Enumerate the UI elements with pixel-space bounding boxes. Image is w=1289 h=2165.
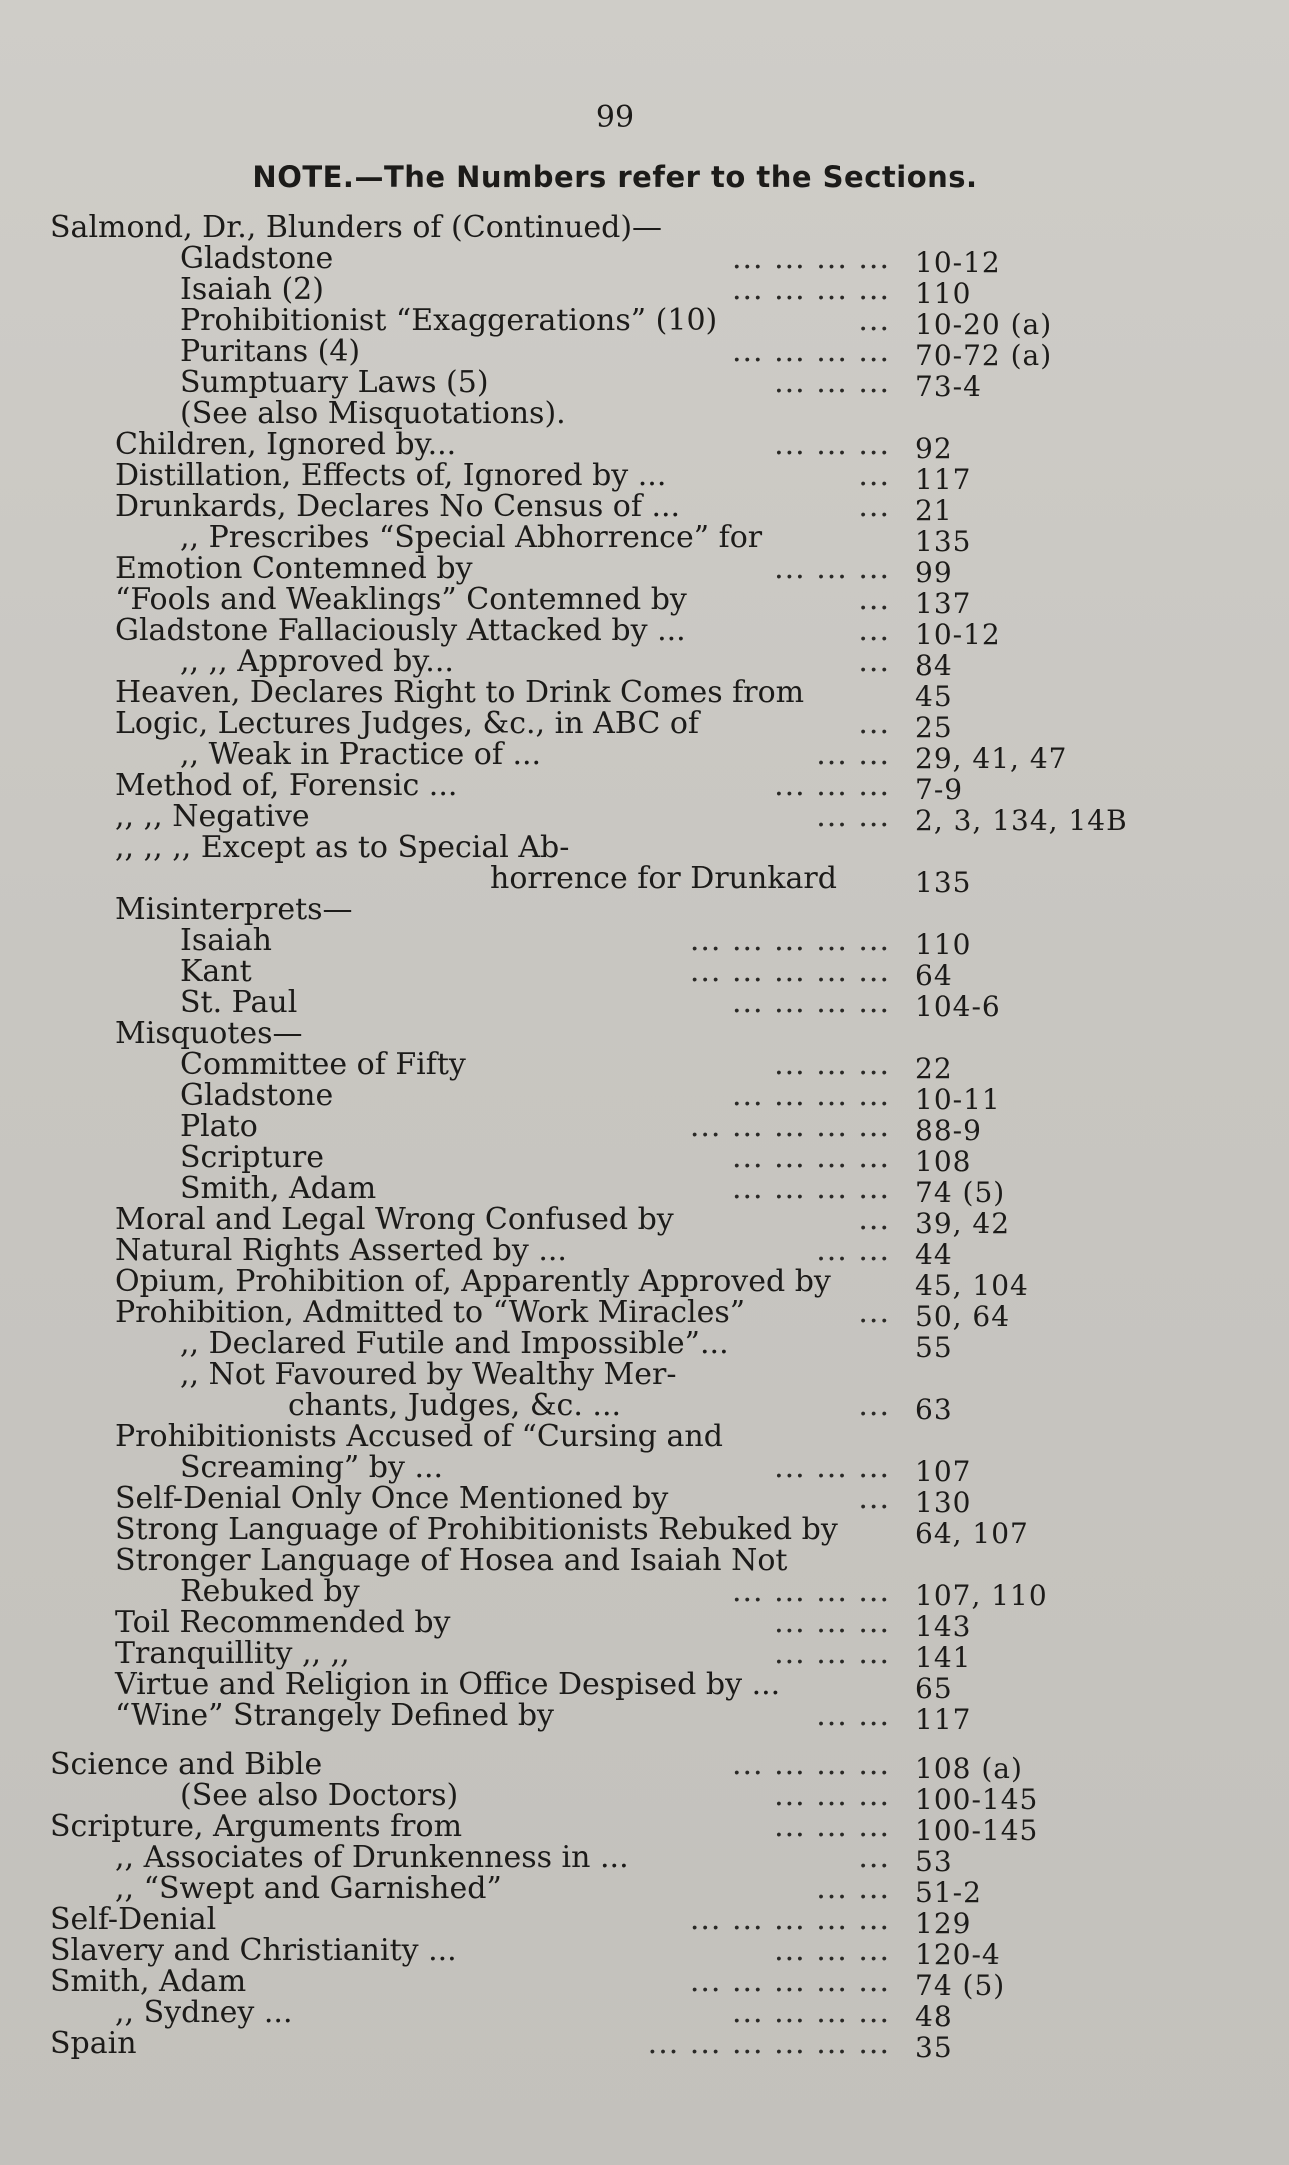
entry-text: Puritans (4)	[180, 334, 361, 369]
index-entry	[0, 1202, 1289, 1240]
leader-dots: ... ... ...	[774, 1638, 890, 1669]
entry-text: Self-Denial	[50, 1902, 217, 1937]
entry-text: Prohibition, Admitted to “Work Miracles”	[115, 1295, 746, 1330]
section-number: 92	[915, 432, 953, 465]
section-number: 10-12	[915, 618, 1001, 651]
index-entry	[0, 894, 1289, 925]
leader-dots: ... ... ... ...	[731, 1576, 890, 1607]
entry-text: Kant	[180, 954, 252, 989]
index-entry	[0, 613, 1289, 651]
index-entry	[0, 923, 1289, 961]
section-number: 44	[915, 1238, 953, 1271]
entry-text: ,, Sydney ...	[115, 1995, 293, 2030]
entry-text: ,, ,, ,, Except as to Special Ab-	[115, 830, 570, 865]
entry-text: Spain	[50, 2026, 137, 2061]
index-entry	[0, 551, 1289, 589]
index-entry	[0, 365, 1289, 403]
section-number: 104-6	[915, 990, 1001, 1023]
section-number: 135	[915, 525, 972, 558]
leader-dots: ...	[858, 1297, 890, 1328]
section-number: 48	[915, 2000, 953, 2033]
leader-dots: ... ... ... ...	[731, 1142, 890, 1173]
leader-dots: ...	[858, 584, 890, 615]
section-number: 107	[915, 1455, 972, 1488]
index-entry	[0, 832, 1289, 863]
section-number: 22	[915, 1052, 953, 1085]
index-entry	[0, 737, 1289, 775]
leader-dots: ... ... ... ...	[731, 987, 890, 1018]
index-entry	[0, 1809, 1289, 1847]
entry-text: Gladstone Fallaciously Attacked by ...	[115, 613, 686, 648]
entry-text: Prohibitionist “Exaggerations” (10)	[180, 303, 718, 338]
leader-dots: ... ... ... ... ...	[689, 1904, 890, 1935]
leader-dots: ... ...	[816, 739, 890, 770]
index-entry	[0, 303, 1289, 341]
index-entry	[0, 1018, 1289, 1049]
index-entry	[0, 1667, 1289, 1705]
index-entry	[0, 1778, 1289, 1816]
section-number: 39, 42	[915, 1207, 1011, 1240]
index-entry	[0, 458, 1289, 496]
leader-dots: ... ... ... ...	[731, 336, 890, 367]
section-number: 64	[915, 959, 953, 992]
index-entry	[0, 1450, 1289, 1488]
leader-dots: ... ... ...	[774, 367, 890, 398]
section-number: 117	[915, 1703, 972, 1736]
entry-text: Natural Rights Asserted by ...	[115, 1233, 567, 1268]
section-number: 141	[915, 1641, 972, 1674]
entry-text: Committee of Fifty	[180, 1047, 466, 1082]
section-number: 35	[915, 2031, 953, 2064]
index-entry	[0, 427, 1289, 465]
index-entry	[0, 520, 1289, 558]
section-number: 50, 64	[915, 1300, 1011, 1333]
leader-dots: ... ... ...	[774, 553, 890, 584]
section-number: 143	[915, 1610, 972, 1643]
entry-text: ,, ,, Negative	[115, 799, 310, 834]
entry-text: ,, Prescribes “Special Abhorrence” for	[180, 520, 763, 555]
index-entry	[0, 1545, 1289, 1576]
entry-text: Emotion Contemned by	[115, 551, 473, 586]
entry-text: Isaiah (2)	[180, 272, 324, 307]
index-entry	[0, 1964, 1289, 2002]
leader-dots: ... ... ...	[774, 1452, 890, 1483]
section-number: 7-9	[915, 773, 964, 806]
section-number: 65	[915, 1672, 953, 1705]
index-entry	[0, 861, 1289, 899]
entry-text: Scripture	[180, 1140, 324, 1175]
section-number: 21	[915, 494, 953, 527]
entry-text: Heaven, Declares Right to Drink Comes from	[115, 675, 805, 710]
entry-text: Gladstone	[180, 241, 334, 276]
entry-text: Strong Language of Prohibitionists Rebuked by	[115, 1512, 838, 1547]
entry-text: Smith, Adam	[50, 1964, 247, 1999]
leader-dots: ... ... ...	[774, 770, 890, 801]
index-entry	[0, 582, 1289, 620]
leader-dots: ... ... ...	[774, 1811, 890, 1842]
entry-text: ,, Not Favoured by Wealthy Mer-	[180, 1357, 677, 1392]
index-entry	[0, 1109, 1289, 1147]
entry-text: Opium, Prohibition of, Apparently Approved by	[115, 1264, 831, 1299]
index-entry	[0, 1636, 1289, 1674]
section-number: 45	[915, 680, 953, 713]
index-entry	[0, 1933, 1289, 1971]
section-number: 120-4	[915, 1938, 1001, 1971]
entry-text: (See also Doctors)	[180, 1778, 459, 1813]
leader-dots: ...	[858, 1483, 890, 1514]
index-entry	[0, 241, 1289, 279]
leader-dots: ... ...	[816, 1873, 890, 1904]
index-entry	[0, 1840, 1289, 1878]
index-entry	[0, 1512, 1289, 1550]
entry-text: Stronger Language of Hosea and Isaiah Not	[115, 1543, 788, 1578]
entry-text: (See also Misquotations).	[180, 396, 566, 431]
entry-text: Rebuked by	[180, 1574, 360, 1609]
leader-dots: ... ... ... ... ...	[689, 956, 890, 987]
index-entry	[0, 398, 1289, 429]
index-entry	[0, 1995, 1289, 2033]
index-entry	[0, 1388, 1289, 1426]
entry-text: Distillation, Effects of, Ignored by ...	[115, 458, 667, 493]
index-entry	[0, 272, 1289, 310]
entry-text: Misquotes—	[115, 1016, 303, 1051]
index-entry	[0, 334, 1289, 372]
section-number: 99	[915, 556, 953, 589]
section-number: 84	[915, 649, 953, 682]
section-number: 64, 107	[915, 1517, 1029, 1550]
entry-text: Sumptuary Laws (5)	[180, 365, 489, 400]
index-entry	[0, 212, 1289, 243]
leader-dots: ... ... ...	[774, 1935, 890, 1966]
entry-text: Self-Denial Only Once Mentioned by	[115, 1481, 669, 1516]
section-number: 108 (a)	[915, 1752, 1023, 1785]
entry-text: ,, “Swept and Garnished”	[115, 1871, 502, 1906]
section-number: 110	[915, 928, 972, 961]
leader-dots: ... ... ... ... ...	[689, 925, 890, 956]
section-number: 70-72 (a)	[915, 339, 1053, 372]
leader-dots: ... ... ... ...	[731, 243, 890, 274]
section-number: 55	[915, 1331, 953, 1364]
entry-text: Virtue and Religion in Office Despised by ...	[115, 1667, 781, 1702]
entry-text: horrence for Drunkard	[490, 861, 837, 896]
entry-text: Isaiah	[180, 923, 272, 958]
index-entry	[0, 2026, 1289, 2064]
entry-text: “Fools and Weaklings” Contemned by	[115, 582, 687, 617]
entry-text: ,, ,, Approved by...	[180, 644, 454, 679]
page-number: 99	[595, 100, 635, 135]
entry-text: ,, Declared Futile and Impossible”...	[180, 1326, 729, 1361]
entry-text: Prohibitionists Accused of “Cursing and	[115, 1419, 723, 1454]
section-number: 2, 3, 134, 14B	[915, 804, 1128, 837]
section-number: 10-12	[915, 246, 1001, 279]
leader-dots: ...	[858, 1842, 890, 1873]
entry-text: chants, Judges, &c. ...	[288, 1388, 622, 1423]
index-entry	[0, 1574, 1289, 1612]
index-entry	[0, 1233, 1289, 1271]
section-number: 129	[915, 1907, 972, 1940]
leader-dots: ...	[858, 460, 890, 491]
leader-dots: ... ... ... ... ...	[689, 1111, 890, 1142]
section-number: 130	[915, 1486, 972, 1519]
section-number: 53	[915, 1845, 953, 1878]
index-entry	[0, 489, 1289, 527]
index-entry	[0, 799, 1289, 837]
leader-dots: ...	[858, 491, 890, 522]
section-number: 73-4	[915, 370, 982, 403]
leader-dots: ... ... ... ...	[731, 274, 890, 305]
index-entry	[0, 1171, 1289, 1209]
entry-text: “Wine” Strangely Defined by	[115, 1698, 554, 1733]
leader-dots: ... ...	[816, 801, 890, 832]
entry-text: Slavery and Christianity ...	[50, 1933, 457, 1968]
entry-text: ,, Weak in Practice of ...	[180, 737, 542, 772]
section-number: 10-11	[915, 1083, 1001, 1116]
leader-dots: ... ... ... ...	[731, 1749, 890, 1780]
index-entry	[0, 1078, 1289, 1116]
section-number: 135	[915, 866, 972, 899]
index-entry	[0, 768, 1289, 806]
entry-text: Children, Ignored by...	[115, 427, 457, 462]
index-entry	[0, 1264, 1289, 1302]
index-entry	[0, 1359, 1289, 1390]
entry-text: Tranquillity ,, ,,	[115, 1636, 350, 1671]
entry-text: Plato	[180, 1109, 258, 1144]
entry-text: Moral and Legal Wrong Confused by	[115, 1202, 674, 1237]
entry-text: Scripture, Arguments from	[50, 1809, 463, 1844]
section-number: 137	[915, 587, 972, 620]
section-number: 10-20 (a)	[915, 308, 1053, 341]
note-heading: NOTE.—The Numbers refer to the Sections.	[252, 160, 978, 194]
section-number: 88-9	[915, 1114, 982, 1147]
section-number: 107, 110	[915, 1579, 1048, 1612]
entry-text: St. Paul	[180, 985, 298, 1020]
index-entry	[0, 1605, 1289, 1643]
index-entry	[0, 1698, 1289, 1736]
entry-text: Drunkards, Declares No Census of ...	[115, 489, 681, 524]
section-number: 45, 104	[915, 1269, 1029, 1302]
index-entry	[0, 1902, 1289, 1940]
leader-dots: ... ... ...	[774, 1607, 890, 1638]
index-entry	[0, 675, 1289, 713]
entry-text: Smith, Adam	[180, 1171, 377, 1206]
leader-dots: ... ...	[816, 1700, 890, 1731]
index-entry	[0, 1047, 1289, 1085]
entry-text: Misinterprets—	[115, 892, 353, 927]
section-number: 25	[915, 711, 953, 744]
index-entry	[0, 1140, 1289, 1178]
leader-dots: ...	[858, 615, 890, 646]
leader-dots: ... ... ...	[774, 429, 890, 460]
section-number: 110	[915, 277, 972, 310]
leader-dots: ... ... ...	[774, 1049, 890, 1080]
leader-dots: ...	[858, 646, 890, 677]
index-entry	[0, 954, 1289, 992]
leader-dots: ... ... ... ... ... ...	[647, 2028, 890, 2059]
section-number: 74 (5)	[915, 1969, 1006, 2002]
index-entry	[0, 1295, 1289, 1333]
section-number: 29, 41, 47	[915, 742, 1068, 775]
index-list	[0, 210, 1289, 2064]
section-number: 108	[915, 1145, 972, 1178]
index-entry	[0, 1747, 1289, 1785]
section-number: 100-145	[915, 1814, 1039, 1847]
section-number: 117	[915, 463, 972, 496]
entry-text: Toil Recommended by	[115, 1605, 451, 1640]
entry-text: Screaming” by ...	[180, 1450, 444, 1485]
section-number: 74 (5)	[915, 1176, 1006, 1209]
index-entry	[0, 1326, 1289, 1364]
leader-dots: ...	[858, 1204, 890, 1235]
index-entry	[0, 985, 1289, 1023]
leader-dots: ... ... ... ...	[731, 1173, 890, 1204]
entry-text: Salmond, Dr., Blunders of (Continued)—	[50, 210, 663, 245]
entry-text: Gladstone	[180, 1078, 334, 1113]
index-entry	[0, 1481, 1289, 1519]
leader-dots: ...	[858, 305, 890, 336]
leader-dots: ...	[858, 1390, 890, 1421]
section-number: 63	[915, 1393, 953, 1426]
leader-dots: ...	[858, 708, 890, 739]
leader-dots: ... ... ... ...	[731, 1997, 890, 2028]
index-entry	[0, 644, 1289, 682]
leader-dots: ... ...	[816, 1235, 890, 1266]
section-number: 100-145	[915, 1783, 1039, 1816]
entry-text: Science and Bible	[50, 1747, 323, 1782]
entry-text: Method of, Forensic ...	[115, 768, 458, 803]
section-number: 51-2	[915, 1876, 982, 1909]
leader-dots: ... ... ... ...	[731, 1080, 890, 1111]
leader-dots: ... ... ... ... ...	[689, 1966, 890, 1997]
index-entry	[0, 706, 1289, 744]
index-entry	[0, 1421, 1289, 1452]
entry-text: ,, Associates of Drunkenness in ...	[115, 1840, 629, 1875]
leader-dots: ... ... ...	[774, 1780, 890, 1811]
index-entry	[0, 1871, 1289, 1909]
entry-text: Logic, Lectures Judges, &c., in ABC of	[115, 706, 700, 741]
